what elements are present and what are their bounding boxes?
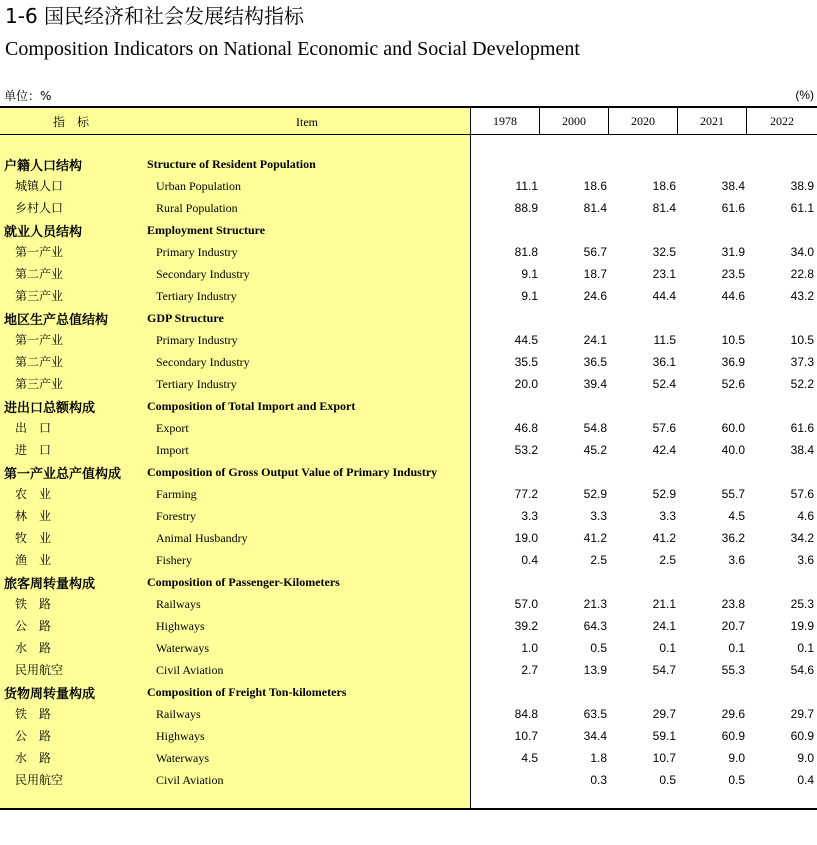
value-cell: 42.4 bbox=[652, 443, 676, 457]
value-cell: 22.8 bbox=[790, 267, 814, 281]
value-cell: 52.4 bbox=[652, 377, 676, 391]
value-cell: 38.4 bbox=[790, 443, 814, 457]
row-label-cn: 渔 业 bbox=[15, 553, 52, 567]
value-cell: 52.6 bbox=[721, 377, 745, 391]
value-cell: 3.3 bbox=[590, 509, 607, 523]
value-cell: 44.6 bbox=[721, 289, 745, 303]
row-label-en: Primary Industry bbox=[156, 333, 238, 347]
table-row bbox=[0, 240, 817, 262]
row-label-cn: 铁 路 bbox=[15, 597, 52, 611]
value-cell: 60.9 bbox=[790, 729, 814, 743]
value-cell: 52.9 bbox=[652, 487, 676, 501]
row-label-en: Composition of Freight Ton-kilometers bbox=[147, 685, 347, 699]
value-cell: 61.6 bbox=[721, 201, 745, 215]
row-label-en: Employment Structure bbox=[147, 223, 266, 237]
data-table bbox=[0, 106, 817, 810]
value-cell: 24.1 bbox=[583, 333, 607, 347]
value-cell: 25.3 bbox=[790, 597, 814, 611]
row-label-en: Highways bbox=[156, 619, 205, 633]
value-cell: 60.0 bbox=[721, 421, 745, 435]
unit-label-en: (%) bbox=[795, 88, 814, 102]
value-cell: 40.0 bbox=[721, 443, 745, 457]
value-cell: 18.7 bbox=[583, 267, 607, 281]
header-indicator: 指标 bbox=[53, 115, 102, 129]
table-row bbox=[0, 328, 817, 350]
row-label-cn: 公 路 bbox=[15, 729, 52, 743]
value-cell: 0.5 bbox=[728, 773, 745, 787]
unit-label: 单位：% bbox=[4, 89, 52, 103]
table-row bbox=[0, 526, 817, 548]
value-cell: 1.0 bbox=[521, 641, 538, 655]
value-cell: 84.8 bbox=[514, 707, 538, 721]
row-label-en: Railways bbox=[156, 707, 201, 721]
row-label-en: Secondary Industry bbox=[156, 267, 250, 281]
value-cell: 55.3 bbox=[721, 663, 745, 677]
value-cell: 0.4 bbox=[521, 553, 538, 567]
row-label-cn: 户籍人口结构 bbox=[4, 159, 83, 174]
value-cell: 35.5 bbox=[514, 355, 538, 369]
row-label-cn: 第一产业 bbox=[15, 333, 64, 347]
row-label-en: Waterways bbox=[156, 751, 210, 765]
row-label-cn: 出 口 bbox=[15, 421, 52, 435]
value-cell: 0.1 bbox=[797, 641, 814, 655]
table-row bbox=[0, 592, 817, 614]
row-label-cn: 旅客周转量构成 bbox=[4, 577, 96, 592]
row-label-cn: 乡村人口 bbox=[15, 201, 64, 215]
row-label-cn: 地区生产总值结构 bbox=[4, 313, 109, 328]
value-cell: 52.2 bbox=[790, 377, 814, 391]
header-year-2000: 2000 bbox=[540, 108, 609, 134]
table-row bbox=[0, 614, 817, 636]
row-label-en: Civil Aviation bbox=[156, 773, 224, 787]
table-row bbox=[0, 284, 817, 306]
value-cell: 18.6 bbox=[652, 179, 676, 193]
row-label-en: Rural Population bbox=[156, 201, 238, 215]
value-cell: 37.3 bbox=[790, 355, 814, 369]
value-cell: 88.9 bbox=[514, 201, 538, 215]
page-title-en: Composition Indicators on National Economic and Social Development bbox=[5, 38, 580, 60]
value-cell: 39.2 bbox=[514, 619, 538, 633]
row-label-cn: 林 业 bbox=[15, 509, 52, 523]
value-cell: 18.6 bbox=[583, 179, 607, 193]
value-cell: 9.1 bbox=[521, 267, 538, 281]
value-cell: 4.6 bbox=[797, 509, 814, 523]
row-label-cn: 农 业 bbox=[15, 487, 52, 501]
value-cell: 11.5 bbox=[653, 333, 676, 347]
row-label-en: Farming bbox=[156, 487, 197, 501]
table-row bbox=[0, 636, 817, 658]
value-cell: 24.1 bbox=[652, 619, 676, 633]
value-cell: 81.8 bbox=[514, 245, 538, 259]
value-cell: 10.7 bbox=[652, 751, 676, 765]
value-cell: 38.4 bbox=[721, 179, 745, 193]
value-cell: 0.3 bbox=[590, 773, 607, 787]
value-cell: 21.3 bbox=[583, 597, 607, 611]
value-cell: 38.9 bbox=[790, 179, 814, 193]
value-cell: 20.0 bbox=[514, 377, 538, 391]
value-cell: 31.9 bbox=[721, 245, 745, 259]
value-cell: 0.5 bbox=[659, 773, 676, 787]
value-cell: 9.1 bbox=[521, 289, 538, 303]
value-cell: 41.2 bbox=[583, 531, 607, 545]
table-row bbox=[0, 746, 817, 768]
row-label-cn: 第一产业 bbox=[15, 245, 64, 259]
table-row bbox=[0, 196, 817, 218]
value-cell: 60.9 bbox=[721, 729, 745, 743]
value-cell: 77.2 bbox=[514, 487, 538, 501]
header-year-2022: 2022 bbox=[770, 113, 794, 128]
table-section-row bbox=[0, 394, 817, 416]
value-cell: 29.7 bbox=[652, 707, 676, 721]
table-row bbox=[0, 482, 817, 504]
value-cell: 36.2 bbox=[721, 531, 745, 545]
value-cell: 36.5 bbox=[583, 355, 607, 369]
table-row bbox=[0, 548, 817, 570]
row-label-cn: 民用航空 bbox=[15, 663, 64, 677]
value-cell: 1.8 bbox=[590, 751, 607, 765]
table-row bbox=[0, 724, 817, 746]
row-label-cn: 水 路 bbox=[15, 751, 52, 765]
value-cell: 10.5 bbox=[721, 333, 745, 347]
table-header bbox=[0, 108, 817, 135]
row-label-en: Civil Aviation bbox=[156, 663, 224, 677]
value-cell: 4.5 bbox=[521, 751, 538, 765]
value-cell: 61.1 bbox=[790, 201, 814, 215]
row-label-en: GDP Structure bbox=[147, 311, 224, 325]
row-label-cn: 就业人员结构 bbox=[4, 225, 83, 240]
table-row bbox=[0, 262, 817, 284]
value-cell: 57.6 bbox=[790, 487, 814, 501]
value-cell: 3.3 bbox=[521, 509, 538, 523]
value-cell: 41.2 bbox=[652, 531, 676, 545]
value-cell: 43.2 bbox=[790, 289, 814, 303]
value-cell: 3.6 bbox=[797, 553, 814, 567]
value-cell: 23.8 bbox=[721, 597, 745, 611]
value-cell: 57.6 bbox=[652, 421, 676, 435]
table-row bbox=[0, 768, 817, 790]
value-cell: 2.5 bbox=[590, 553, 607, 567]
value-cell: 52.9 bbox=[583, 487, 607, 501]
value-cell: 39.4 bbox=[583, 377, 607, 391]
row-label-cn: 进出口总额构成 bbox=[4, 401, 96, 416]
value-cell: 3.3 bbox=[659, 509, 676, 523]
value-cell: 23.1 bbox=[652, 267, 676, 281]
value-cell: 2.7 bbox=[521, 663, 538, 677]
table-row bbox=[0, 504, 817, 526]
row-label-en: Secondary Industry bbox=[156, 355, 250, 369]
row-label-en: Tertiary Industry bbox=[156, 289, 237, 303]
value-cell: 20.7 bbox=[721, 619, 745, 633]
value-cell: 21.1 bbox=[652, 597, 676, 611]
row-label-cn: 第二产业 bbox=[15, 355, 64, 369]
table-section-row bbox=[0, 152, 817, 174]
value-cell: 24.6 bbox=[583, 289, 607, 303]
value-cell: 55.7 bbox=[721, 487, 745, 501]
value-cell: 4.5 bbox=[728, 509, 745, 523]
value-cell: 19.9 bbox=[790, 619, 814, 633]
value-cell: 9.0 bbox=[728, 751, 745, 765]
value-cell: 36.1 bbox=[652, 355, 676, 369]
value-cell: 44.4 bbox=[652, 289, 676, 303]
row-label-cn: 第三产业 bbox=[15, 289, 64, 303]
page-title-cn: 1-6 国民经济和社会发展结构指标 bbox=[5, 4, 305, 28]
value-cell: 34.4 bbox=[583, 729, 607, 743]
value-cell: 56.7 bbox=[583, 245, 607, 259]
value-cell: 9.0 bbox=[797, 751, 814, 765]
value-cell: 0.4 bbox=[797, 773, 814, 787]
value-cell: 44.5 bbox=[514, 333, 538, 347]
table-section-row bbox=[0, 680, 817, 702]
row-label-cn: 铁 路 bbox=[15, 707, 52, 721]
value-cell: 36.9 bbox=[721, 355, 745, 369]
table-row bbox=[0, 702, 817, 724]
row-label-en: Export bbox=[156, 421, 189, 435]
table-row bbox=[0, 438, 817, 460]
row-label-cn: 第一产业总产值构成 bbox=[4, 467, 122, 482]
row-label-en: Waterways bbox=[156, 641, 210, 655]
row-label-en: Composition of Gross Output Value of Primary Industry bbox=[147, 465, 438, 479]
row-label-en: Structure of Resident Population bbox=[147, 157, 316, 171]
table-row bbox=[0, 372, 817, 394]
value-cell: 11.1 bbox=[515, 179, 538, 193]
table-row bbox=[0, 174, 817, 196]
value-cell: 46.8 bbox=[514, 421, 538, 435]
table-section-row bbox=[0, 218, 817, 240]
table-row bbox=[0, 658, 817, 680]
value-cell: 54.6 bbox=[790, 663, 814, 677]
value-cell: 10.5 bbox=[790, 333, 814, 347]
table-row bbox=[0, 350, 817, 372]
value-cell: 0.5 bbox=[590, 641, 607, 655]
value-cell: 0.1 bbox=[659, 641, 676, 655]
header-year-2020: 2020 bbox=[609, 108, 678, 134]
table-section-row bbox=[0, 306, 817, 328]
row-label-en: Tertiary Industry bbox=[156, 377, 237, 391]
value-cell: 0.1 bbox=[728, 641, 745, 655]
row-label-cn: 进 口 bbox=[15, 443, 52, 457]
value-cell: 29.7 bbox=[790, 707, 814, 721]
row-label-cn: 水 路 bbox=[15, 641, 52, 655]
value-cell: 54.7 bbox=[652, 663, 676, 677]
row-label-cn: 公 路 bbox=[15, 619, 52, 633]
table-row bbox=[0, 416, 817, 438]
row-label-en: Import bbox=[156, 443, 189, 457]
value-cell: 81.4 bbox=[583, 201, 607, 215]
value-cell: 53.2 bbox=[514, 443, 538, 457]
header-year-1978: 1978 bbox=[471, 108, 540, 134]
value-cell: 64.3 bbox=[583, 619, 607, 633]
value-cell: 23.5 bbox=[721, 267, 745, 281]
value-cell: 2.5 bbox=[659, 553, 676, 567]
row-label-en: Fishery bbox=[156, 553, 192, 567]
row-label-en: Forestry bbox=[156, 509, 196, 523]
value-cell: 13.9 bbox=[583, 663, 607, 677]
value-cell: 19.0 bbox=[514, 531, 538, 545]
row-label-cn: 货物周转量构成 bbox=[4, 687, 96, 702]
value-cell: 32.5 bbox=[652, 245, 676, 259]
row-label-en: Highways bbox=[156, 729, 205, 743]
row-label-cn: 民用航空 bbox=[15, 773, 64, 787]
value-cell: 59.1 bbox=[652, 729, 676, 743]
table-section-row bbox=[0, 570, 817, 592]
row-label-cn: 牧 业 bbox=[15, 531, 52, 545]
value-cell: 45.2 bbox=[583, 443, 607, 457]
header-year-2021: 2021 bbox=[678, 108, 747, 134]
value-cell: 34.2 bbox=[790, 531, 814, 545]
value-cell: 63.5 bbox=[583, 707, 607, 721]
row-label-cn: 城镇人口 bbox=[15, 179, 64, 193]
value-cell: 81.4 bbox=[652, 201, 676, 215]
value-cell: 57.0 bbox=[514, 597, 538, 611]
table-body bbox=[0, 152, 817, 790]
row-label-en: Railways bbox=[156, 597, 201, 611]
header-item: Item bbox=[296, 115, 318, 129]
value-cell: 10.7 bbox=[514, 729, 538, 743]
row-label-cn: 第三产业 bbox=[15, 377, 64, 391]
row-label-en: Primary Industry bbox=[156, 245, 238, 259]
value-cell: 61.6 bbox=[790, 421, 814, 435]
row-label-en: Urban Population bbox=[156, 179, 241, 193]
row-label-cn: 第二产业 bbox=[15, 267, 64, 281]
table-section-row bbox=[0, 460, 817, 482]
row-label-en: Composition of Total Import and Export bbox=[147, 399, 356, 413]
value-cell: 34.0 bbox=[790, 245, 814, 259]
row-label-en: Animal Husbandry bbox=[156, 531, 248, 545]
value-cell: 3.6 bbox=[728, 553, 745, 567]
row-label-en: Composition of Passenger-Kilometers bbox=[147, 575, 340, 589]
value-cell: 29.6 bbox=[721, 707, 745, 721]
value-cell: 54.8 bbox=[583, 421, 607, 435]
